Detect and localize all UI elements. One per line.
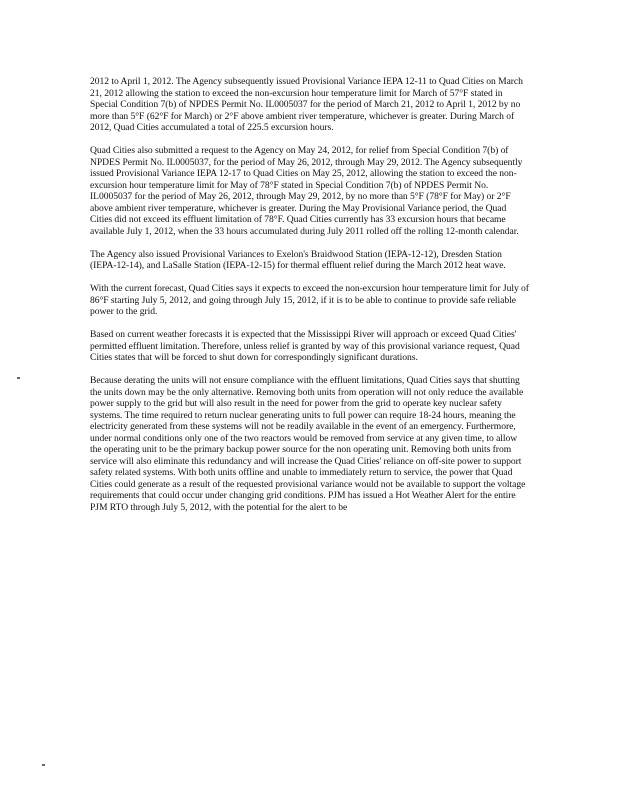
scan-speck <box>42 764 45 766</box>
paragraph-4: With the current forecast, Quad Cities says it expects to exceed the non-excursion hour temperature limit for July of 86°F starting July 5, 2012, and going through July 15, 2012, if it is to be able to continue to provide safe reliable power to the grid. <box>90 283 529 317</box>
paragraph-6: Because derating the units will not ensure compliance with the effluent limitations, Quad Cities says that shutting the units down may be the only alternative. Removing both units from operation will not only reduce the available power supply to the grid but will also result in the need for power from the grid to operate key nuclear safety systems. The time required to return nuclear generating units to full power can require 18-24 hours, meaning the electricity generated from these systems will not be readily available in the event of an emergency. Furthermore, under normal conditions only one of the two reactors would be removed from service at any given time, to allow the operating unit to be the primary backup power source for the non operating unit. Removing both units from service will also eliminate this redundancy and will increase the Quad Cities' reliance on off-site power to support safety related systems. With both units offline and unable to immediately return to service, the power that Quad Cities could generate as a result of the requested provisional variance would not be available to support the voltage requirements that could occur under changing grid conditions. PJM has issued a Hot Weather Alert for the entire PJM RTO through July 5, 2012, with the potential for the alert to be <box>90 375 526 513</box>
paragraph-2: Quad Cities also submitted a request to the Agency on May 24, 2012, for relief from Special Condition 7(b) of NPDES Permit No. IL0005037, for the period of May 26, 2012, through May 29, 2012. The Agency subsequently issued Provisional Variance IEPA 12-17 to Quad Cities on May 25, 2012, allowing the station to exceed the non-excursion hour temperature limit for May of 78°F stated in Special Condition 7(b) of NPDES Permit No. IL0005037 for the period of May 26, 2012, through May 29, 2012, by no more than 5°F (78°F for May) or 2°F above ambient river temperature, whichever is greater. During the May Provisional Variance period, the Quad Cities did not exceed its effluent limitation of 78°F. Quad Cities currently has 33 excursion hours that became available July 1, 2012, when the 33 hours accumulated during July 2011 rolled off the rolling 12-month calendar. <box>90 145 523 237</box>
document-body <box>90 76 530 525</box>
paragraph-3: The Agency also issued Provisional Variances to Exelon's Braidwood Station (IEPA-12-12), Dresden Station (IEPA-12-14), and LaSalle Station (IEPA-12-15) for thermal effluent relief during the March 2012 heat wave. <box>90 248 506 271</box>
paragraph-1: 2012 to April 1, 2012. The Agency subsequently issued Provisional Variance IEPA 12-11 to Quad Cities on March 21, 2012 allowing the station to exceed the non-excursion hour temperature limit for March of 57°F stated in Special Condition 7(b) of NPDES Permit No. IL0005037 for the period of March 21, 2012 to April 1, 2012 by no more than 5°F (62°F for March) or 2°F above ambient river temperature, whichever is greater. During March of 2012, Quad Cities accumulated a total of 225.5 excursion hours. <box>90 76 523 133</box>
scan-speck <box>17 377 20 379</box>
paragraph-5: Based on current weather forecasts it is expected that the Mississippi River will approach or exceed Quad Cities' permitted effluent limitation. Therefore, unless relief is granted by way of this provisional variance request, Quad Cities states that will be forced to shut down for correspondingly significant durations. <box>90 329 520 363</box>
